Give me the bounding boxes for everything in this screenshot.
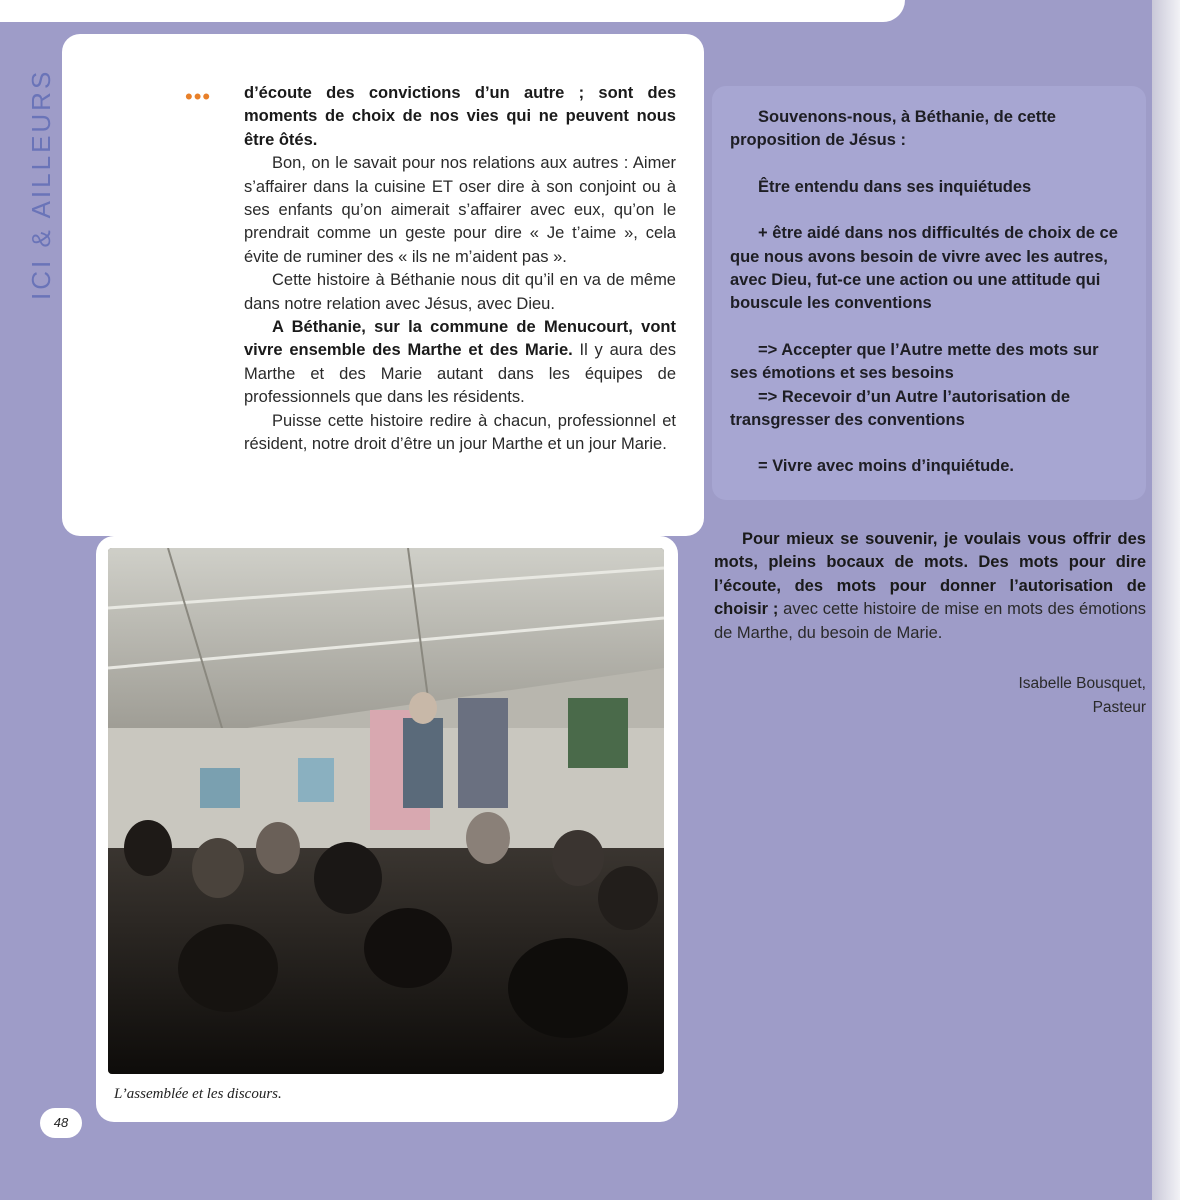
highlight-box-text bbox=[730, 106, 1130, 479]
page-edge bbox=[1152, 0, 1180, 1200]
paragraph-5: Puisse cette histoire redire à chacun, professionnel et résident, notre droit d’être un jour Marthe et un jour Marie. bbox=[244, 411, 676, 454]
top-strip bbox=[0, 0, 905, 22]
paragraph-4: A Béthanie, sur la commune de Menucourt, vont vivre ensemble des Marthe et des Marie. Il y aura des Marthe et des Marie autant dans les équipes de professionnels que dans les résidents. bbox=[244, 318, 676, 407]
photo-caption: L’assemblée et les discours. bbox=[114, 1086, 282, 1102]
paragraph-3: Cette histoire à Béthanie nous dit qu’il en va de même dans notre relation avec Jésus, avec Dieu. bbox=[244, 271, 676, 313]
box-line-3: + être aidé dans nos difficultés de choix de ce que nous avons besoin de vivre avec les autres, avec Dieu, fut-ce une action ou une attitude qui bouscule les conventions bbox=[730, 224, 1118, 313]
box-line-4: => Accepter que l’Autre mette des mots sur ses émotions et ses besoins bbox=[730, 340, 1099, 383]
left-column bbox=[244, 82, 676, 457]
section-label: ICI & AILLEURS bbox=[26, 68, 56, 300]
box-line-5: => Recevoir d’un Autre l’autorisation de transgresser des conventions bbox=[730, 387, 1071, 430]
author-name: Isabelle Bousquet, bbox=[1018, 675, 1146, 692]
paragraph-1: d’écoute des convictions d’un autre ; sont des moments de choix de nos vies qui ne peuvent nous être ôtés. bbox=[244, 84, 676, 149]
page-number: 48 bbox=[40, 1108, 82, 1138]
paragraph-2: Bon, on le savait pour nos relations aux autres : Aimer s’affairer dans la cuisine ET oser dire à son conjoint ou à ses enfants qu’on aimerait s’affairer avec eux, qu’on le prendrait comme un geste pour dire « Je t’aime », cela évite de ruminer des « ils ne m’aident pas ». bbox=[244, 154, 676, 266]
box-line-6: = Vivre avec moins d’inquiétude. bbox=[758, 457, 1014, 476]
box-line-2: Être entendu dans ses inquiétudes bbox=[758, 177, 1032, 196]
assembly-photo bbox=[108, 548, 664, 1074]
signature bbox=[900, 672, 1146, 720]
closing-paragraph: Pour mieux se souvenir, je voulais vous offrir des mots, pleins bocaux de mots. Des mots pour dire l’écoute, des mots pour donner l’autorisation de choisir ; avec cette histoire de mise en mots des émotions de Marthe, du besoin de Marie. bbox=[714, 530, 1146, 642]
right-column bbox=[714, 528, 1146, 645]
bullet-dots-icon: ••• bbox=[185, 84, 212, 109]
box-line-1: Souvenons-nous, à Béthanie, de cette proposition de Jésus : bbox=[730, 108, 1056, 150]
author-role: Pasteur bbox=[1092, 699, 1146, 716]
tent-scene-image bbox=[108, 548, 664, 1074]
